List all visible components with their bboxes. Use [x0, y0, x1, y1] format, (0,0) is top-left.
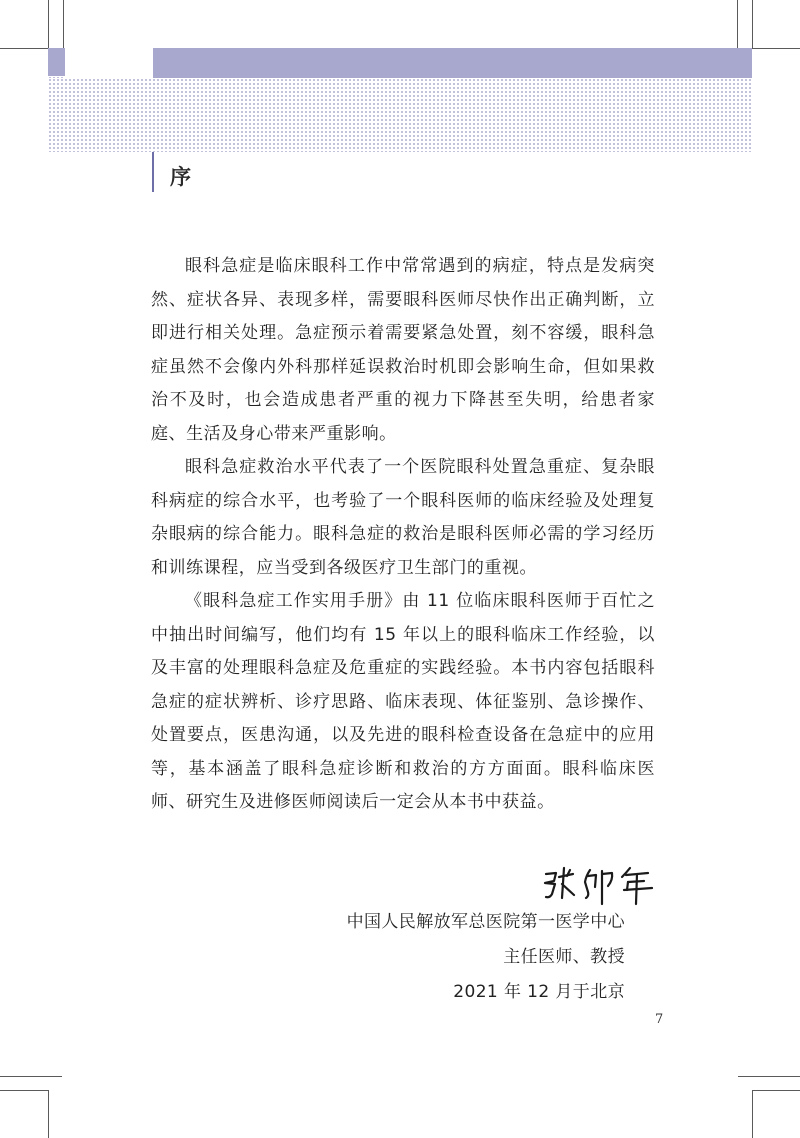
crop-mark-bottom-left-v — [48, 1090, 49, 1138]
header-accent-bar — [153, 48, 752, 78]
crop-mark-bottom-right-h — [752, 1090, 800, 1091]
page-number: 7 — [655, 1012, 664, 1027]
author-position: 主任医师、教授 — [503, 947, 625, 967]
page-title: 序 — [170, 165, 192, 189]
author-affiliation: 中国人民解放军总医院第一医学中心 — [346, 912, 625, 932]
header-dot-pattern — [48, 78, 752, 152]
paragraph-2: 眼科急症救治水平代表了一个医院眼科处置急重症、复杂眼科病症的综合水平，也考验了一个眼科医师的临床经验及处理复杂眼病的综合能力。眼科急症的救治是眼科医师必需的学习经历和训练课程，应当受到各级医疗卫生部门的重视。 — [151, 457, 655, 578]
crop-mark-top-left-h — [0, 48, 48, 49]
crop-mark-top-right-v — [752, 0, 753, 48]
crop-mark-top-left-v — [48, 0, 49, 48]
header-accent-block-left — [48, 48, 65, 76]
crop-mark-bottom-right-h2 — [738, 1076, 800, 1077]
preface-body — [151, 250, 655, 820]
paragraph-3: 《眼科急症工作实用手册》由 11 位临床眼科医师于百忙之中抽出时间编写，他们均有 15 年以上的眼科临床工作经验，以及丰富的处理眼科急症及危重症的实践经验。本书内容包括眼科急症的症状辨析、诊疗思路、临床表现、体征鉴别、急诊操作、处置要点，医患沟通，以及先进的眼科检查设备在急症中的应用等，基本涵盖了眼科急症诊断和救治的方方面面。眼科临床医师、研究生及进修医师阅读后一定会从本书中获益。 — [151, 591, 655, 812]
paragraph-1: 眼科急症是临床眼科工作中常常遇到的病症，特点是发病突然、症状各异、表现多样，需要眼科医师尽快作出正确判断，立即进行相关处理。急症预示着需要紧急处置，刻不容缓，眼科急症虽然不会像内外科那样延误救治时机即会影响生命，但如果救治不及时，也会造成患者严重的视力下降甚至失明，给患者家庭、生活及身心带来严重影响。 — [151, 256, 655, 444]
title-rule — [152, 152, 154, 192]
date-place: 2021 年 12 月于北京 — [453, 982, 625, 1002]
crop-mark-top-right-h — [752, 48, 800, 49]
handwritten-signature — [540, 862, 658, 910]
chapter-header-band — [48, 48, 752, 152]
crop-mark-bottom-left-h — [0, 1090, 48, 1091]
crop-mark-bottom-right-v — [752, 1090, 753, 1138]
crop-mark-bottom-left-h2 — [0, 1076, 62, 1077]
